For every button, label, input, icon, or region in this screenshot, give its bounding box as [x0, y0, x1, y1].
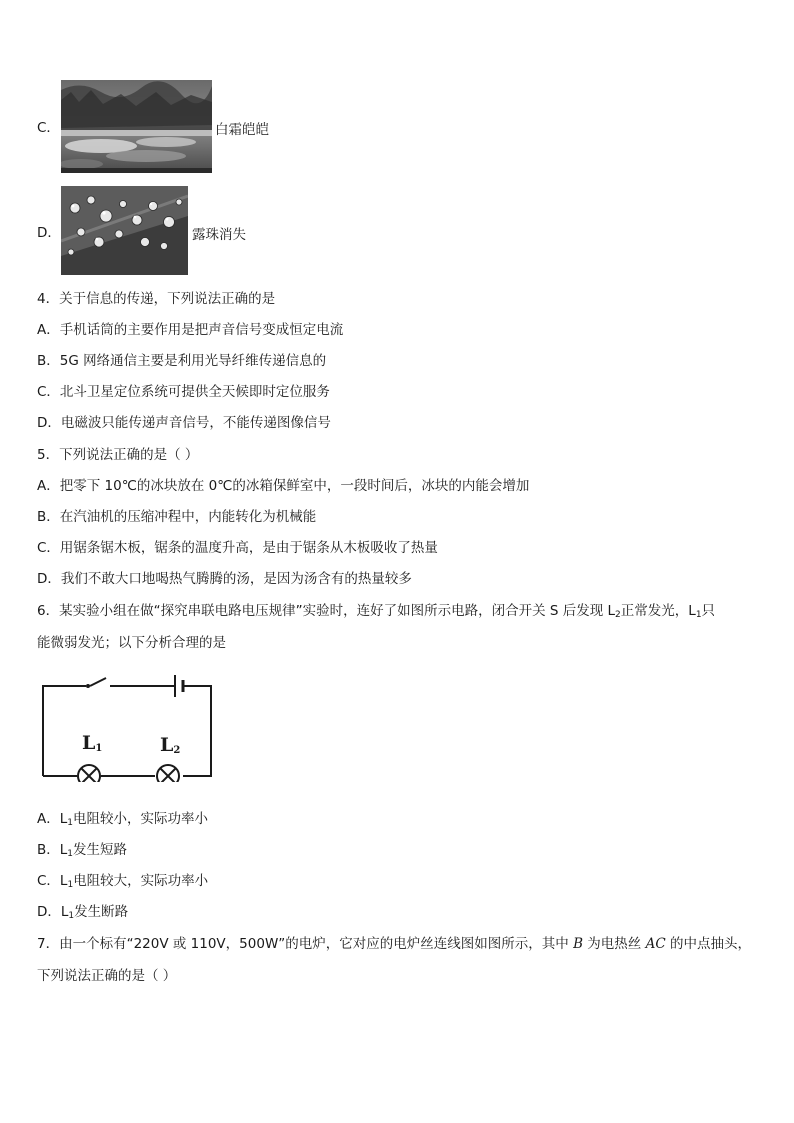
lamp-l1-icon: [78, 765, 100, 782]
q5-option-b: B．在汽油机的压缩冲程中，内能转化为机械能: [37, 509, 317, 525]
q6-option-b: B．$L_1$发生短路: [37, 842, 128, 859]
frost-photo: [61, 80, 212, 173]
option-d-letter: D．: [37, 225, 61, 241]
circuit-svg: [38, 672, 216, 782]
option-d-caption: 露珠消失: [192, 227, 246, 243]
q5-option-c: C．用锯条锯木板，锯条的温度升高，是由于锯条从木板吸收了热量: [37, 540, 438, 556]
option-c-caption: 白霜皑皑: [215, 122, 269, 138]
frost-photo-image: [61, 80, 212, 173]
q5-option-a: A．把零下 10℃的冰块放在 0℃的冰箱保鲜室中，一段时间后，冰块的内能会增加: [37, 478, 530, 494]
q6-stem-part-b: 正常发光，L: [620, 603, 696, 619]
lamp-l2-label: $L_2$: [160, 734, 181, 756]
q7-stem-line1: 7．由一个标有“220V 或 110V，500W”的电炉，它对应的电炉丝连线图如图所示，其中 B 为电热丝 AC 的中点抽头，: [37, 936, 751, 952]
lamp-l1-label: $L_1$: [82, 732, 103, 754]
q7-stem-line2: 下列说法正确的是（ ）: [37, 968, 177, 984]
q5-option-d: D．我们不敢大口地喝热气腾腾的汤，是因为汤含有的热量较多: [37, 571, 412, 587]
q4-stem: 4．关于信息的传递，下列说法正确的是: [37, 291, 276, 307]
q6-stem-sub-1: 2: [615, 610, 621, 620]
q6-option-d: D．$L_1$发生断路: [37, 904, 129, 921]
option-c-letter: C．: [37, 120, 60, 136]
q6-stem-part-a: 6．某实验小组在做“探究串联电路电压规律”实验时，连好了如图所示电路，闭合开关 S 后发现 L: [37, 603, 616, 619]
lamp-l2-icon: [157, 765, 179, 782]
q5-stem: 5．下列说法正确的是（ ）: [37, 447, 199, 463]
q6-stem-line1: [37, 601, 715, 625]
q6-stem-line2: 能微弱发光；以下分析合理的是: [37, 635, 226, 651]
q4-option-c: C．北斗卫星定位系统可提供全天候即时定位服务: [37, 384, 330, 400]
circuit-diagram: [38, 672, 216, 782]
q6-stem-sub-2: 1: [695, 610, 702, 620]
q6-stem-part-c: 只: [701, 603, 716, 619]
q4-option-d: D．电磁波只能传递声音信号，不能传递图像信号: [37, 415, 331, 431]
dew-photo: [61, 186, 188, 275]
q6-option-c: C．$L_1$电阻较大，实际功率小: [37, 873, 209, 890]
q4-option-a: A．手机话筒的主要作用是把声音信号变成恒定电流: [37, 322, 344, 338]
switch-contact-icon: [86, 684, 90, 688]
q6-option-a: A．$L_1$电阻较小，实际功率小: [37, 811, 208, 828]
q4-option-b: B．5G 网络通信主要是利用光导纤维传递信息的: [37, 353, 327, 369]
dew-photo-image: [61, 186, 188, 275]
